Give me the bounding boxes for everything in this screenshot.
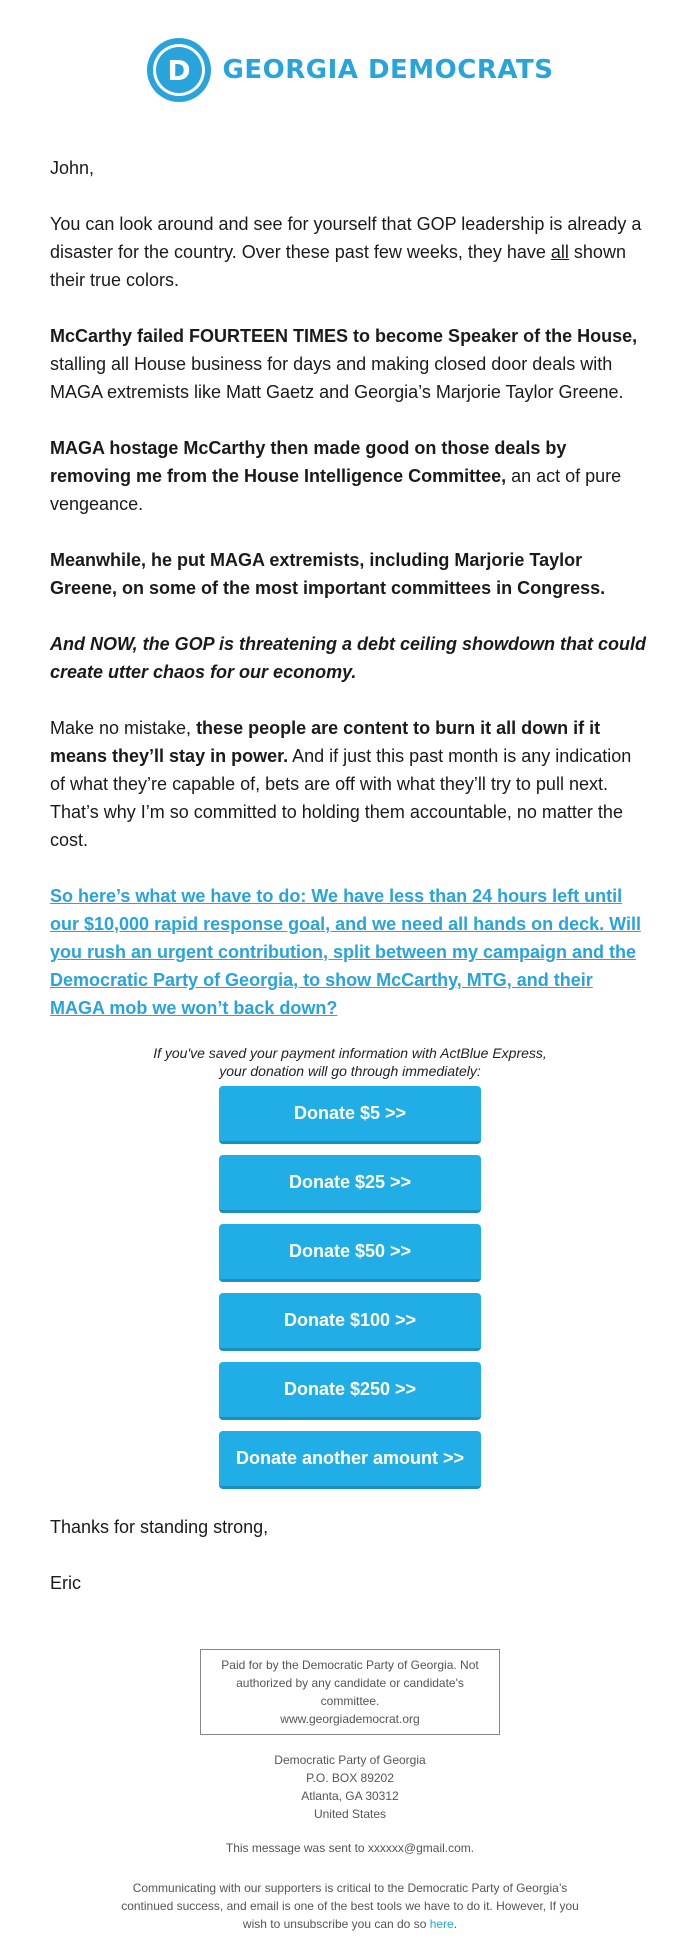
signoff <box>0 1513 700 1597</box>
p2-text: stalling all House business for days and making closed door deals with MAGA extremists like Matt Gaetz and Georgia’s Marjorie Taylor Greene. <box>50 354 624 402</box>
greeting: John, <box>50 158 95 178</box>
logo-letter: D <box>166 54 191 87</box>
p3-bold: MAGA hostage McCarthy then made good on those deals by removing me from the House Intelligence Committee, <box>50 438 567 486</box>
paragraph-4 <box>50 546 650 602</box>
email-body <box>0 154 700 1022</box>
paragraph-6 <box>50 714 650 854</box>
address-line-2: P.O. BOX 89202 <box>306 1771 394 1785</box>
paragraph-1 <box>50 210 650 294</box>
paragraph-2 <box>50 322 650 406</box>
unsubscribe-link[interactable]: here <box>429 1917 454 1931</box>
actblue-note <box>0 1044 700 1080</box>
donate-25-button[interactable]: Donate $25 >> <box>219 1155 481 1213</box>
email-header <box>0 0 700 140</box>
note-line-1: If you've saved your payment information with ActBlue Express, <box>153 1045 547 1061</box>
p6-text-a: Make no mistake, <box>50 718 197 738</box>
paragraph-5 <box>50 630 650 686</box>
p3-text: an act of pure vengeance. <box>50 466 622 514</box>
unsubscribe-end: . <box>453 1917 458 1931</box>
email-footer <box>0 1649 700 1933</box>
p6-text-b: And if just this past month is any indication of what they’re capable of, bets are off with what they’ll try to pull next. That’s why I’m so committed to holding them accountable, no matter the cost. <box>50 746 632 850</box>
donate-5-button[interactable]: Donate $5 >> <box>219 1086 481 1144</box>
paid-for-box <box>200 1649 500 1735</box>
logo-d-mark <box>147 38 211 102</box>
mailing-address <box>274 1751 425 1823</box>
donate-100-button[interactable]: Donate $100 >> <box>219 1293 481 1351</box>
address-line-1: Democratic Party of Georgia <box>274 1753 426 1767</box>
donate-50-button[interactable]: Donate $50 >> <box>219 1224 481 1282</box>
p5-bold-italic: And NOW, the GOP is threatening a debt ceiling showdown that could create utter chaos for our economy. <box>50 634 647 682</box>
sent-to-notice: This message was sent to xxxxxx@gmail.com. <box>225 1841 475 1855</box>
unsubscribe-notice <box>110 1879 590 1933</box>
donate-250-button[interactable]: Donate $250 >> <box>219 1362 481 1420</box>
p6-bold: these people are content to burn it all down if it means they’ll stay in power. <box>50 718 601 766</box>
p1-text-a: You can look around and see for yourself that GOP leadership is already a disaster for the country. Over these past few weeks, they have <box>50 214 642 262</box>
paid-line-3: www.georgiademocrat.org <box>280 1712 420 1726</box>
signature-name: Eric <box>50 1573 81 1593</box>
cta-paragraph <box>50 882 650 1022</box>
logo-d-icon <box>147 38 211 102</box>
closing-line: Thanks for standing strong, <box>50 1517 269 1537</box>
donate-other-button[interactable]: Donate another amount >> <box>219 1431 481 1489</box>
note-line-2: your donation will go through immediately: <box>219 1063 481 1079</box>
p4-bold: Meanwhile, he put MAGA extremists, including Marjorie Taylor Greene, on some of the most important committees in Congress. <box>50 550 606 598</box>
paid-line-2: authorized by any candidate or candidate's committee. <box>236 1676 464 1708</box>
logo-text: GEORGIA DEMOCRATS <box>222 55 554 85</box>
cta-link[interactable]: So here’s what we have to do: We have less than 24 hours left until our $10,000 rapid response goal, and we need all hands on deck. Will you rush an urgent contribution, split between my campaign and the Democratic Party of Georgia, to show McCarthy, MTG, and their MAGA mob we won’t back down? <box>50 886 642 1018</box>
paragraph-3 <box>50 434 650 518</box>
address-line-4: United States <box>313 1807 387 1821</box>
paid-line-1: Paid for by the Democratic Party of Georgia. Not <box>221 1658 479 1672</box>
address-line-3: Atlanta, GA 30312 <box>301 1789 399 1803</box>
donate-buttons <box>0 1086 700 1489</box>
p1-underline: all <box>550 242 569 262</box>
p2-bold: McCarthy failed FOURTEEN TIMES to become Speaker of the House, <box>50 326 638 346</box>
unsubscribe-text: Communicating with our supporters is critical to the Democratic Party of Georgia’s continued success, and email is one of the best tools we have to do it. However, If you wish to unsubscribe you can do so <box>121 1881 579 1931</box>
p1-text-b: shown their true colors. <box>50 242 626 290</box>
